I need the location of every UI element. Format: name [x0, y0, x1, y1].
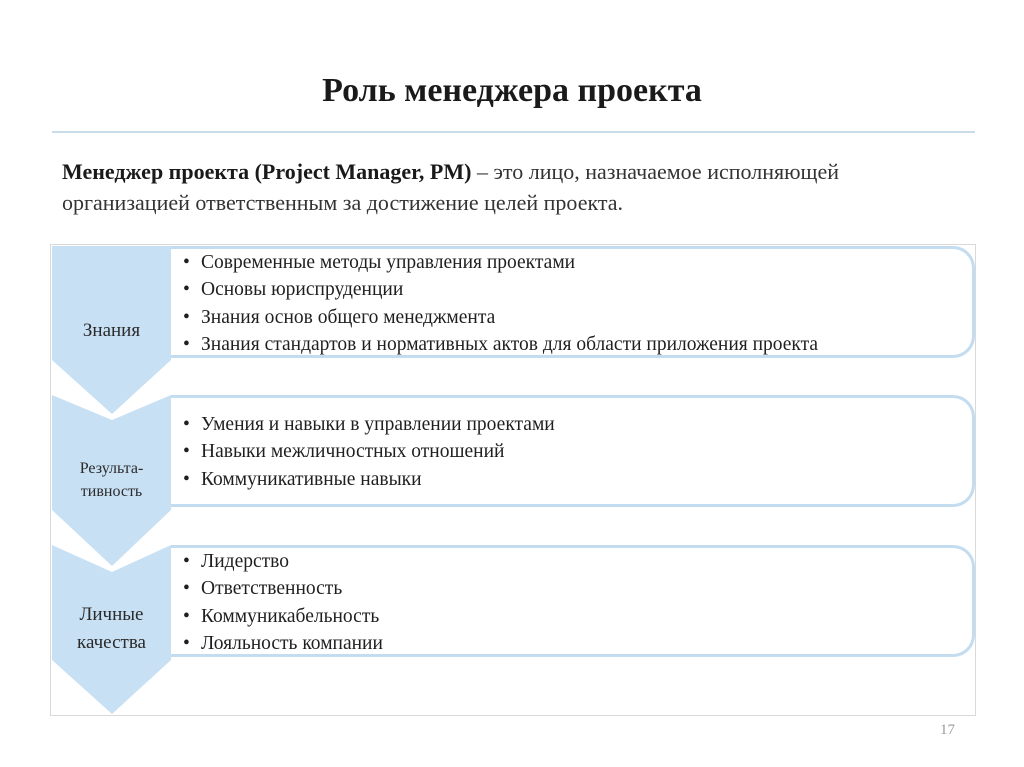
bullet-glyph: • — [183, 414, 190, 435]
list-item — [171, 276, 972, 303]
list-item — [171, 630, 972, 657]
list-item-text: Коммуникабельность — [201, 605, 380, 627]
list-item-text: Современные методы управления проектами — [201, 252, 576, 273]
bullet-glyph: • — [183, 333, 190, 355]
list-item-text: Лояльность компании — [201, 632, 383, 654]
bullet-glyph: • — [183, 441, 190, 463]
section-box-personal — [171, 545, 975, 657]
section-box-knowledge — [171, 246, 975, 358]
bullet-glyph: • — [183, 551, 190, 572]
section-box-effectiveness — [171, 395, 975, 507]
list-item-text: Умения и навыки в управлении проектами — [201, 414, 555, 435]
list-item — [171, 304, 972, 331]
list-item — [171, 466, 972, 493]
bullet-glyph: • — [183, 306, 190, 328]
list-item-text: Коммуникативные навыки — [201, 468, 422, 490]
section-label-personal: Личные качества — [77, 604, 146, 653]
bullet-glyph: • — [183, 632, 190, 654]
bullet-glyph: • — [183, 252, 190, 273]
bullet-glyph: • — [183, 605, 190, 627]
list-item — [171, 411, 972, 438]
bullet-list — [171, 249, 972, 358]
section-label-effectiveness: Результа- тивность — [79, 460, 144, 500]
slide-title: Роль менеджера проекта — [322, 72, 702, 109]
list-item — [171, 249, 972, 276]
list-item-text: Знания стандартов и нормативных актов для области приложения проекта — [201, 333, 819, 355]
bullet-glyph: • — [183, 468, 190, 490]
bullet-glyph: • — [183, 578, 190, 600]
list-item — [171, 603, 972, 630]
list-item-text: Ответственность — [201, 578, 343, 600]
page-number: 17 — [940, 722, 955, 738]
list-item — [171, 438, 972, 465]
list-item-text: Навыки межличностных отношений — [201, 441, 505, 463]
list-item-text: Знания основ общего менеджмента — [201, 306, 496, 328]
list-item — [171, 575, 972, 602]
list-item — [171, 548, 972, 575]
section-label-knowledge: Знания — [82, 320, 141, 341]
list-item-text: Основы юриспруденции — [201, 279, 404, 301]
bullet-list — [171, 548, 972, 657]
definition-text: – это лицо, назначаемое исполняющей организацией ответственным за достижение целей проекта. — [62, 159, 840, 215]
list-item-text: Лидерство — [201, 551, 289, 572]
bullet-list — [171, 411, 972, 493]
list-item — [171, 331, 972, 358]
definition-term: Менеджер проекта (Project Manager, PM) — [62, 159, 472, 184]
bullet-glyph: • — [183, 279, 190, 301]
